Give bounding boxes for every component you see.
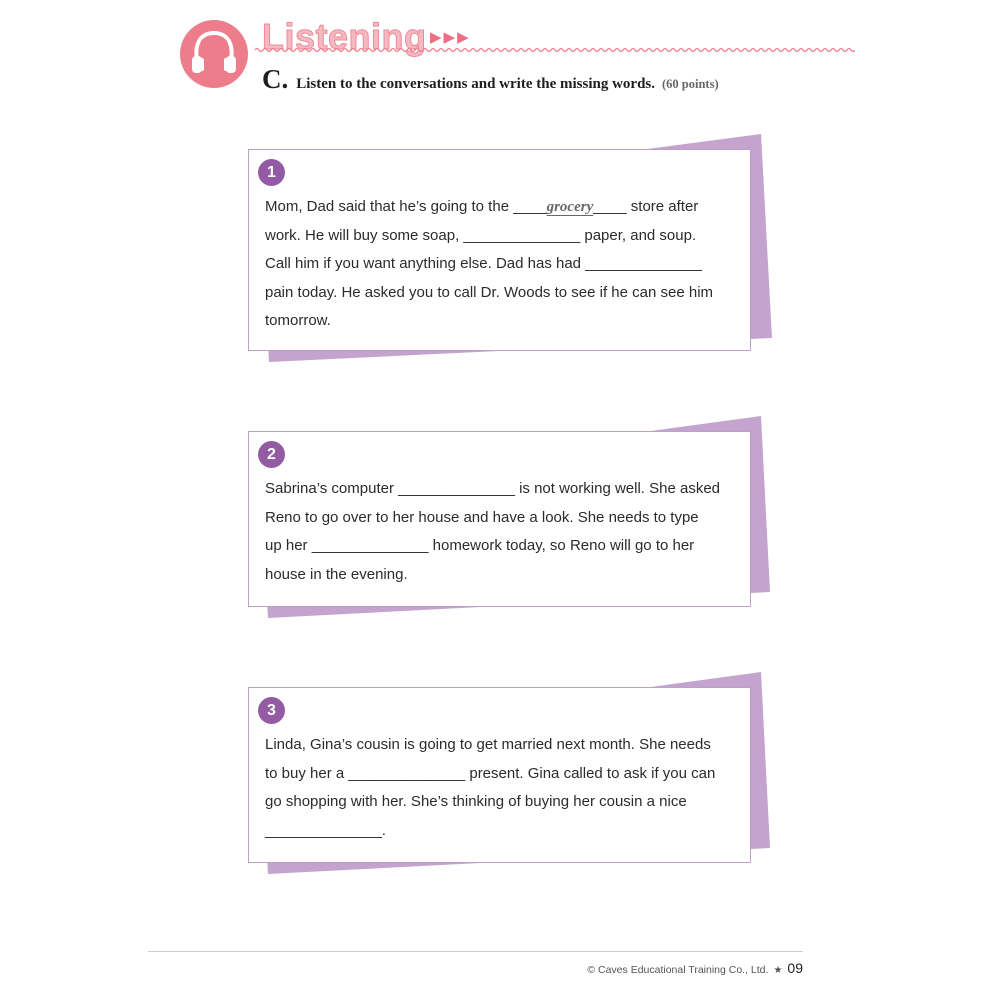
- card-panel: [248, 149, 751, 351]
- exercise-card-1: [240, 134, 780, 366]
- text-line: Call him if you want anything else. Dad has had ______________: [265, 255, 702, 273]
- section-title: Listening: [262, 16, 427, 57]
- answer-word: grocery: [546, 199, 594, 215]
- text-line: go shopping with her. She’s thinking of buying her cousin a nice: [265, 793, 687, 811]
- instruction-letter: C.: [262, 64, 289, 94]
- text-line: house in the evening.: [265, 565, 408, 583]
- text-line: [265, 193, 745, 222]
- text-line: Linda, Gina’s cousin is going to get married next month. She needs: [265, 736, 711, 753]
- title-arrows-icon: ▶▶▶: [430, 29, 471, 46]
- card-text: [265, 193, 745, 336]
- text-line: up her ______________ homework today, so Reno will go to her: [265, 537, 695, 555]
- text-line: work. He will buy some soap, ______________ paper, and soup.: [265, 226, 697, 244]
- blank: ____: [593, 198, 627, 215]
- exercise-card-3: [240, 672, 780, 878]
- text-segment: store after: [626, 198, 699, 215]
- star-icon: ★: [773, 965, 783, 976]
- question-number: 2: [258, 441, 285, 468]
- card-panel: [248, 431, 751, 607]
- headphones-badge: [180, 20, 248, 88]
- text-segment: Mom, Dad said that he’s going to the: [265, 198, 514, 215]
- text-line: Reno to go over to her house and have a look. She needs to type: [265, 508, 699, 526]
- wavy-divider: [255, 46, 855, 54]
- text-line: to buy her a ______________ present. Gina called to ask if you can: [265, 764, 716, 782]
- question-number: 3: [258, 697, 285, 724]
- text-line: Sabrina’s computer ______________ is not working well. She asked: [265, 480, 721, 497]
- question-number: 1: [258, 159, 285, 186]
- text-line: tomorrow.: [265, 312, 331, 330]
- copyright-text: © Caves Educational Training Co., Ltd.: [587, 964, 769, 976]
- card-text: [265, 731, 745, 845]
- card-text: [265, 475, 745, 589]
- card-panel: [248, 687, 751, 863]
- instruction-points: (60 points): [662, 77, 719, 91]
- blank: ____: [513, 198, 547, 215]
- footer: [587, 960, 803, 976]
- instruction-text: Listen to the conversations and write the missing words.: [296, 76, 655, 92]
- exercise-card-2: [240, 416, 780, 622]
- text-line: ______________.: [265, 821, 386, 839]
- instruction: [262, 64, 719, 95]
- page-number: 09: [787, 960, 803, 976]
- footer-divider: [148, 951, 803, 952]
- headphones-icon: [180, 20, 248, 88]
- text-line: pain today. He asked you to call Dr. Woods to see if he can see him: [265, 283, 714, 301]
